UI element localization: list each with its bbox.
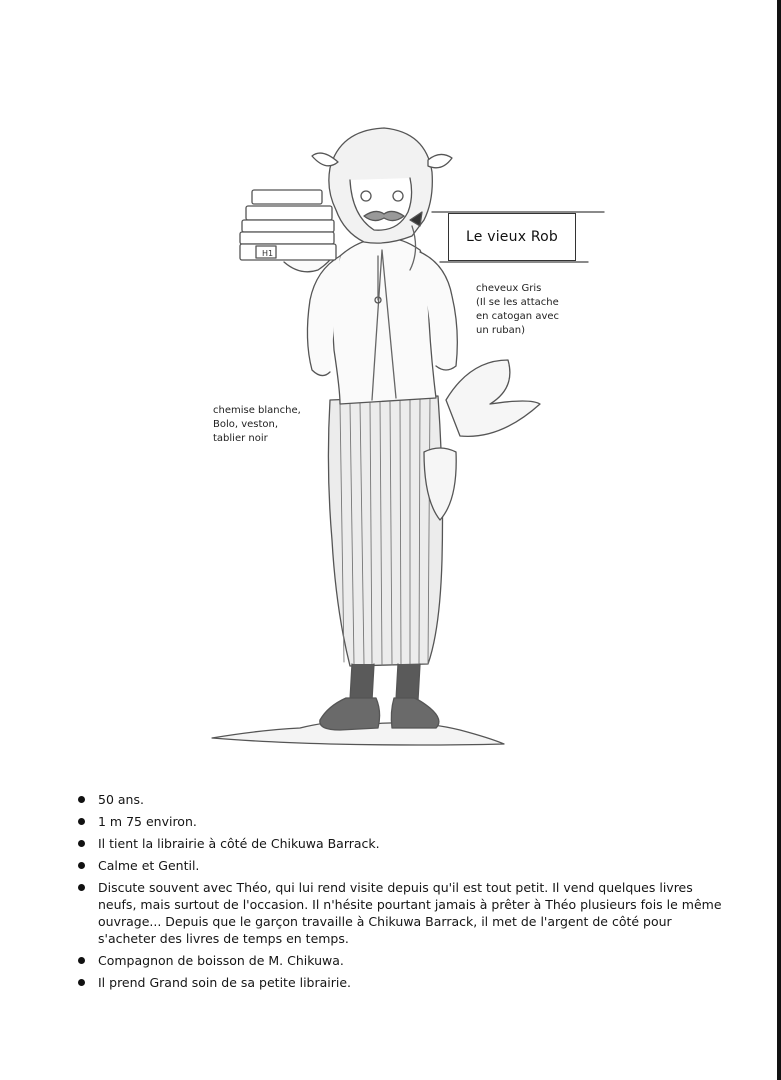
outfit-note-line: chemise blanche, xyxy=(213,405,301,416)
hair-note xyxy=(476,282,596,338)
outfit-note-line: Bolo, veston, xyxy=(213,419,279,430)
fact-item-height: 1 m 75 environ. xyxy=(76,813,726,830)
right-leg xyxy=(396,664,420,700)
outfit-note xyxy=(213,404,323,446)
fact-item-care: Il prend Grand soin de sa petite librairie. xyxy=(76,974,726,991)
fact-item-bookshop: Il tient la librairie à côté de Chikuwa Barrack. xyxy=(76,835,726,852)
fact-item-personality: Calme et Gentil. xyxy=(76,857,726,874)
hair-note-line: en catogan avec xyxy=(476,311,560,322)
fact-item-age: 50 ans. xyxy=(76,791,726,808)
left-leg xyxy=(350,664,374,700)
left-shoe xyxy=(320,698,380,730)
hair-note-line: un ruban) xyxy=(476,325,526,336)
character-facts-list xyxy=(76,791,726,996)
book-stack xyxy=(240,190,336,260)
apron xyxy=(328,396,442,666)
fact-item-theo: Discute souvent avec Théo, qui lui rend visite depuis qu'il est tout petit. Il vend quelques livres neufs, mais surtout de l'occasion. Il n'hésite pourtant jamais à prêter à Théo plusieurs fois le même ouvrage... Depuis que le garçon travaille à Chikuwa Barrack, il met de l'argent de côté pour s'acheter des livres de temps en temps. xyxy=(76,879,726,947)
book-spine-text: H1 xyxy=(262,249,274,258)
character-name-label: Le vieux Rob xyxy=(448,213,576,261)
outfit-note-line: tablier noir xyxy=(213,433,268,444)
hair-note-line: (Il se les attache xyxy=(476,297,559,308)
right-shoe xyxy=(391,698,439,728)
fact-item-drinking-companion: Compagnon de boisson de M. Chikuwa. xyxy=(76,952,726,969)
vest xyxy=(333,238,436,404)
flower-bouquet xyxy=(446,360,540,436)
hair-note-line: cheveux Gris xyxy=(476,283,542,294)
